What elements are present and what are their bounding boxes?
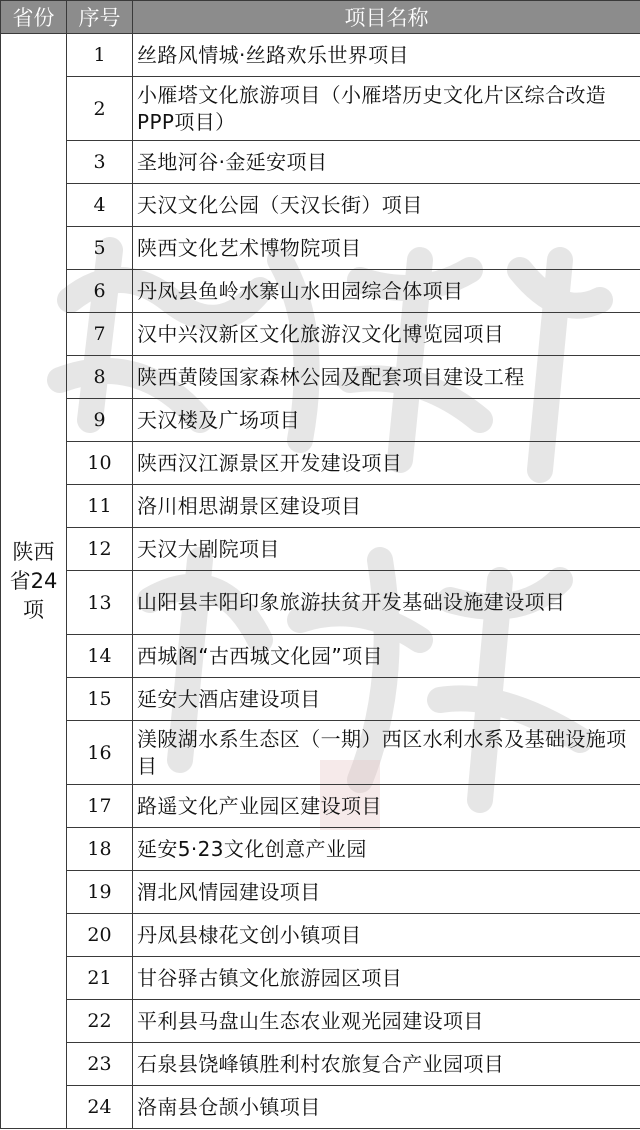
table-row: [1, 356, 640, 399]
project-name: 延安5·23文化创意产业园: [133, 828, 640, 871]
project-name: 渼陂湖水系生态区（一期）西区水利水系及基础设施项目: [133, 721, 640, 785]
table-row: [1, 399, 640, 442]
header-project-name: 项目名称: [133, 1, 640, 34]
project-name: 洛南县仓颉小镇项目: [133, 1086, 640, 1129]
header-row: [1, 1, 640, 34]
project-name: 平利县马盘山生态农业观光园建设项目: [133, 1000, 640, 1043]
row-number: 20: [67, 914, 133, 957]
project-name: 陕西黄陵国家森林公园及配套项目建设工程: [133, 356, 640, 399]
table-body: [1, 34, 640, 1129]
table-row: [1, 957, 640, 1000]
project-name: 延安大酒店建设项目: [133, 678, 640, 721]
table-row: [1, 34, 640, 77]
project-name: 圣地河谷·金延安项目: [133, 141, 640, 184]
row-number: 18: [67, 828, 133, 871]
row-number: 7: [67, 313, 133, 356]
project-name: 丹凤县鱼岭水寨山水田园综合体项目: [133, 270, 640, 313]
project-name: 洛川相思湖景区建设项目: [133, 485, 640, 528]
row-number: 17: [67, 785, 133, 828]
project-name: 陕西汉江源景区开发建设项目: [133, 442, 640, 485]
table-row: [1, 914, 640, 957]
table-row: [1, 485, 640, 528]
row-number: 4: [67, 184, 133, 227]
project-name: 丹凤县棣花文创小镇项目: [133, 914, 640, 957]
table-row: [1, 635, 640, 678]
project-name: 甘谷驿古镇文化旅游园区项目: [133, 957, 640, 1000]
row-number: 3: [67, 141, 133, 184]
row-number: 11: [67, 485, 133, 528]
project-name: 汉中兴汉新区文化旅游汉文化博览园项目: [133, 313, 640, 356]
project-name: 石泉县饶峰镇胜利村农旅复合产业园项目: [133, 1043, 640, 1086]
province-cell: 陕西省24项: [1, 34, 67, 1129]
table-row: [1, 77, 640, 141]
project-name: 渭北风情园建设项目: [133, 871, 640, 914]
table-row: [1, 871, 640, 914]
row-number: 16: [67, 721, 133, 785]
project-name: 小雁塔文化旅游项目（小雁塔历史文化片区综合改造PPP项目）: [133, 77, 640, 141]
table-row: [1, 1000, 640, 1043]
table-row: [1, 141, 640, 184]
project-name: 丝路风情城·丝路欢乐世界项目: [133, 34, 640, 77]
row-number: 9: [67, 399, 133, 442]
table-row: [1, 528, 640, 571]
row-number: 12: [67, 528, 133, 571]
table-row: [1, 678, 640, 721]
project-name: 陕西文化艺术博物院项目: [133, 227, 640, 270]
table-row: [1, 785, 640, 828]
row-number: 10: [67, 442, 133, 485]
table-row: [1, 313, 640, 356]
project-name: 天汉楼及广场项目: [133, 399, 640, 442]
row-number: 6: [67, 270, 133, 313]
row-number: 19: [67, 871, 133, 914]
project-name: 山阳县丰阳印象旅游扶贫开发基础设施建设项目: [133, 571, 640, 635]
row-number: 5: [67, 227, 133, 270]
row-number: 15: [67, 678, 133, 721]
row-number: 21: [67, 957, 133, 1000]
table-row: [1, 828, 640, 871]
row-number: 13: [67, 571, 133, 635]
row-number: 1: [67, 34, 133, 77]
table-row: [1, 1086, 640, 1129]
header-number: 序号: [67, 1, 133, 34]
table-row: [1, 571, 640, 635]
project-name: 路遥文化产业园区建设项目: [133, 785, 640, 828]
table-row: [1, 1043, 640, 1086]
row-number: 2: [67, 77, 133, 141]
row-number: 14: [67, 635, 133, 678]
project-name: 西城阁“古西城文化园”项目: [133, 635, 640, 678]
table-row: [1, 270, 640, 313]
row-number: 8: [67, 356, 133, 399]
row-number: 22: [67, 1000, 133, 1043]
project-name: 天汉文化公园（天汉长街）项目: [133, 184, 640, 227]
table-row: [1, 184, 640, 227]
header-province: 省份: [1, 1, 67, 34]
table-row: [1, 442, 640, 485]
row-number: 24: [67, 1086, 133, 1129]
table-row: [1, 227, 640, 270]
table-row: [1, 721, 640, 785]
project-name: 天汉大剧院项目: [133, 528, 640, 571]
row-number: 23: [67, 1043, 133, 1086]
